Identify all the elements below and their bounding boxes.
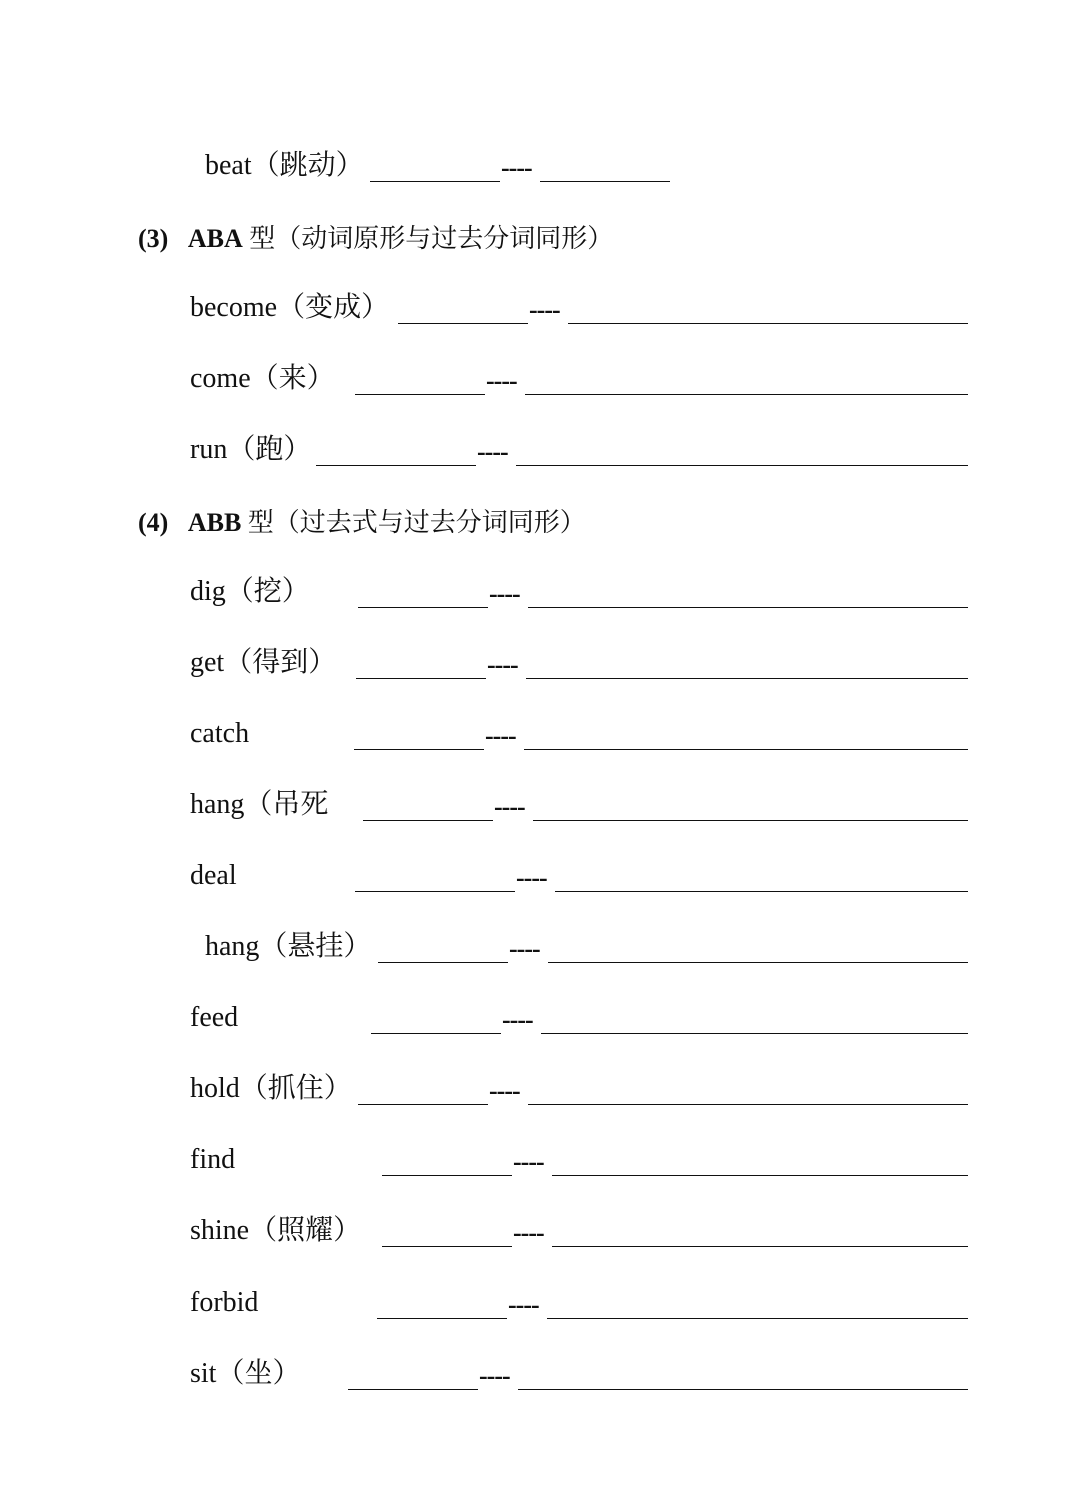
worksheet-row bbox=[0, 1142, 1080, 1182]
worksheet-row bbox=[0, 1285, 1080, 1325]
section-type: ABB bbox=[187, 508, 242, 537]
verb-label: deal bbox=[190, 860, 237, 891]
section-description: 型（动词原形与过去分词同形） bbox=[249, 224, 614, 253]
separator-dashes: ---- bbox=[477, 437, 508, 466]
past-participle-blank[interactable] bbox=[552, 1246, 968, 1247]
past-participle-blank[interactable] bbox=[548, 962, 968, 963]
separator-dashes: ---- bbox=[485, 721, 516, 750]
past-participle-blank[interactable] bbox=[552, 1175, 968, 1176]
past-tense-blank[interactable] bbox=[377, 1318, 507, 1319]
worksheet-row bbox=[0, 574, 1080, 614]
section-number: (3) bbox=[138, 224, 169, 253]
separator-dashes: ---- bbox=[494, 792, 525, 821]
section-type: ABA bbox=[187, 224, 243, 253]
worksheet-row bbox=[0, 716, 1080, 756]
past-tense-blank[interactable] bbox=[371, 1033, 501, 1034]
verb-label: beat（跳动） bbox=[205, 150, 364, 181]
past-participle-blank[interactable] bbox=[518, 1389, 968, 1390]
section-heading bbox=[138, 510, 586, 536]
past-tense-blank[interactable] bbox=[382, 1175, 512, 1176]
separator-dashes: ---- bbox=[508, 1290, 539, 1319]
separator-dashes: ---- bbox=[501, 153, 532, 182]
worksheet-row bbox=[0, 1000, 1080, 1040]
separator-dashes: ---- bbox=[516, 863, 547, 892]
past-participle-blank[interactable] bbox=[568, 323, 968, 324]
past-participle-blank[interactable] bbox=[528, 1104, 968, 1105]
past-tense-blank[interactable] bbox=[358, 1104, 488, 1105]
verb-label: come（来） bbox=[190, 363, 335, 394]
verb-label: forbid bbox=[190, 1287, 259, 1318]
past-participle-blank[interactable] bbox=[526, 678, 968, 679]
past-tense-blank[interactable] bbox=[398, 323, 528, 324]
worksheet-row bbox=[0, 361, 1080, 401]
section-number: (4) bbox=[138, 508, 169, 537]
past-tense-blank[interactable] bbox=[355, 891, 515, 892]
past-participle-blank[interactable] bbox=[540, 181, 670, 182]
verb-label: catch bbox=[190, 718, 250, 749]
past-participle-blank[interactable] bbox=[533, 820, 968, 821]
past-participle-blank[interactable] bbox=[547, 1318, 968, 1319]
past-tense-blank[interactable] bbox=[355, 394, 485, 395]
verb-label: feed bbox=[190, 1002, 239, 1033]
separator-dashes: ---- bbox=[489, 579, 520, 608]
worksheet-row bbox=[0, 1213, 1080, 1253]
verb-label: find bbox=[190, 1144, 236, 1175]
verb-label: shine（照耀） bbox=[190, 1215, 362, 1246]
past-tense-blank[interactable] bbox=[358, 607, 488, 608]
worksheet-row bbox=[0, 290, 1080, 330]
past-tense-blank[interactable] bbox=[354, 749, 484, 750]
separator-dashes: ---- bbox=[479, 1361, 510, 1390]
verb-label: sit（坐） bbox=[190, 1358, 301, 1389]
section-description: 型（过去式与过去分词同形） bbox=[247, 508, 586, 537]
separator-dashes: ---- bbox=[489, 1076, 520, 1105]
past-participle-blank[interactable] bbox=[516, 465, 968, 466]
past-participle-blank[interactable] bbox=[524, 749, 968, 750]
separator-dashes: ---- bbox=[513, 1147, 544, 1176]
separator-dashes: ---- bbox=[529, 295, 560, 324]
verb-label: hang（吊死 bbox=[190, 789, 329, 820]
verb-label: hang（悬挂） bbox=[205, 931, 372, 962]
separator-dashes: ---- bbox=[509, 934, 540, 963]
worksheet-row bbox=[0, 645, 1080, 685]
separator-dashes: ---- bbox=[502, 1005, 533, 1034]
past-participle-blank[interactable] bbox=[525, 394, 968, 395]
past-tense-blank[interactable] bbox=[316, 465, 476, 466]
past-tense-blank[interactable] bbox=[348, 1389, 478, 1390]
past-tense-blank[interactable] bbox=[370, 181, 500, 182]
past-tense-blank[interactable] bbox=[378, 962, 508, 963]
separator-dashes: ---- bbox=[487, 650, 518, 679]
worksheet-row bbox=[0, 858, 1080, 898]
past-participle-blank[interactable] bbox=[528, 607, 968, 608]
worksheet-row bbox=[0, 1356, 1080, 1396]
worksheet-row bbox=[0, 148, 1080, 188]
worksheet-row bbox=[0, 1071, 1080, 1111]
past-tense-blank[interactable] bbox=[356, 678, 486, 679]
verb-label: become（变成） bbox=[190, 292, 390, 323]
verb-label: run（跑） bbox=[190, 434, 312, 465]
worksheet-row bbox=[0, 929, 1080, 969]
section-heading bbox=[138, 226, 613, 252]
past-tense-blank[interactable] bbox=[363, 820, 493, 821]
past-tense-blank[interactable] bbox=[382, 1246, 512, 1247]
separator-dashes: ---- bbox=[513, 1218, 544, 1247]
past-participle-blank[interactable] bbox=[541, 1033, 968, 1034]
verb-label: get（得到） bbox=[190, 647, 337, 678]
worksheet-row bbox=[0, 787, 1080, 827]
verb-label: hold（抓住） bbox=[190, 1073, 352, 1104]
past-participle-blank[interactable] bbox=[555, 891, 968, 892]
verb-label: dig（挖） bbox=[190, 576, 310, 607]
worksheet-row bbox=[0, 432, 1080, 472]
separator-dashes: ---- bbox=[486, 366, 517, 395]
